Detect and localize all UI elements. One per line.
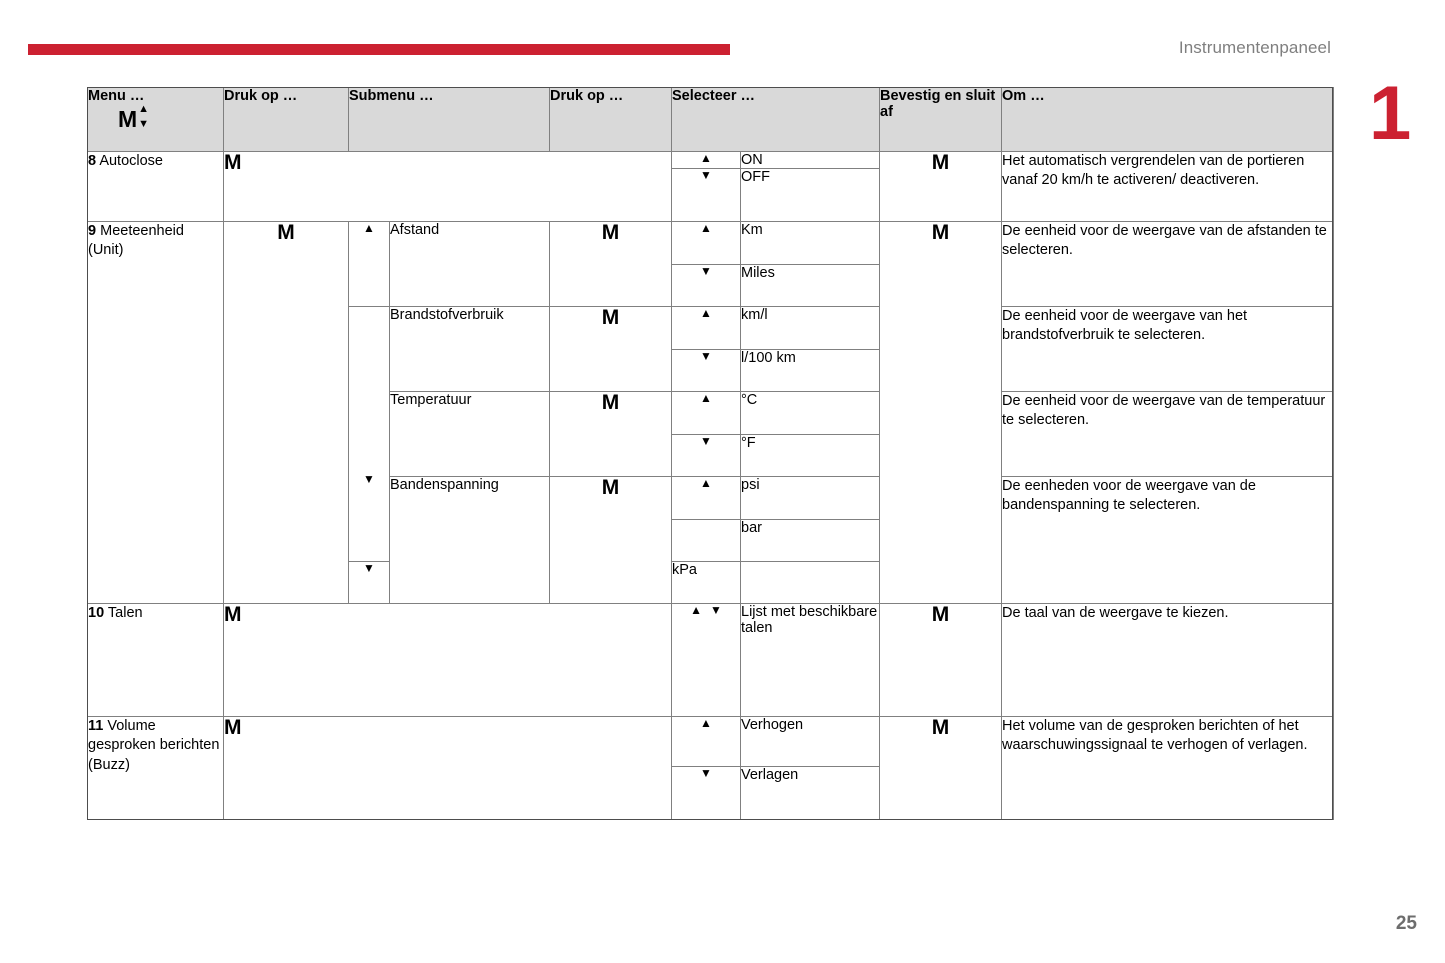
down-arrow-icon: ▼ bbox=[138, 118, 150, 130]
select-arrow-icon-cell bbox=[672, 307, 741, 350]
up-arrow-icon: ▲ bbox=[700, 476, 712, 490]
submenu-label-cell: Temperatuur bbox=[390, 392, 550, 477]
press-key-cell: M bbox=[224, 604, 672, 717]
table-header-row bbox=[88, 88, 1334, 152]
down-arrow-icon: ▼ bbox=[700, 434, 712, 448]
select-arrow-icon-cell bbox=[672, 717, 741, 767]
up-arrow-icon: ▲ bbox=[700, 151, 712, 165]
confirm-key-cell: M bbox=[880, 604, 1002, 717]
column-header-select: Selecteer … bbox=[672, 88, 880, 152]
table-row bbox=[88, 604, 1334, 717]
select-arrow-icon-cell bbox=[672, 265, 741, 307]
submenu-label-cell: Afstand bbox=[390, 222, 550, 307]
purpose-cell: Het automatisch vergrendelen van de portieren vanaf 20 km/h te activeren/ deactiveren. bbox=[1002, 152, 1334, 222]
menu-index: 9 bbox=[88, 223, 97, 239]
select-arrow-icon-cell bbox=[672, 435, 741, 477]
menu-index: 10 bbox=[88, 605, 105, 621]
press-key-cell: M bbox=[550, 477, 672, 604]
press-key-cell: M bbox=[550, 392, 672, 477]
select-value-cell: l/100 km bbox=[741, 350, 880, 392]
select-value-cell: ON bbox=[741, 152, 880, 169]
down-arrow-icon: ▼ bbox=[700, 168, 712, 182]
select-value-cell: psi bbox=[741, 477, 880, 520]
purpose-cell: De eenheden voor de weergave van de bandenspanning te selecteren. bbox=[1002, 477, 1334, 604]
menu-table-wrapper bbox=[87, 87, 1333, 820]
select-arrow-icon-cell bbox=[672, 520, 741, 562]
select-arrow-icon-cell bbox=[349, 562, 390, 604]
select-value-cell: Verhogen bbox=[741, 717, 880, 767]
column-header-submenu: Submenu … bbox=[349, 88, 550, 152]
table-row bbox=[88, 152, 1334, 169]
down-arrow-icon: ▼ bbox=[700, 349, 712, 363]
select-arrow-icon-cell bbox=[672, 477, 741, 520]
select-value-cell: Lijst met beschikbare talen bbox=[741, 604, 880, 717]
up-arrow-icon: ▲ bbox=[690, 603, 702, 617]
select-arrow-icon-cell bbox=[672, 392, 741, 435]
menu-label: Autoclose bbox=[99, 153, 163, 169]
select-value-cell: kPa bbox=[672, 562, 741, 604]
page-header-title: Instrumentenpaneel bbox=[1178, 38, 1331, 57]
menu-name-cell bbox=[88, 717, 224, 820]
accent-bar bbox=[28, 44, 730, 55]
up-arrow-icon: ▲ bbox=[363, 221, 375, 235]
press-key-cell: M bbox=[550, 307, 672, 392]
purpose-cell: De eenheid voor de weergave van de afstanden te selecteren. bbox=[1002, 222, 1334, 307]
select-value-cell: Miles bbox=[741, 265, 880, 307]
column-header-menu bbox=[88, 88, 224, 152]
submenu-arrow-icon-cell bbox=[349, 222, 390, 307]
press-key-cell: M bbox=[224, 152, 672, 222]
menu-name-cell bbox=[88, 604, 224, 717]
submenu-label-cell: Bandenspanning bbox=[390, 477, 550, 604]
select-arrow-icon-cell bbox=[672, 350, 741, 392]
column-header-purpose: Om … bbox=[1002, 88, 1334, 152]
menu-name-cell bbox=[88, 222, 224, 604]
column-header-press-2: Druk op … bbox=[550, 88, 672, 152]
confirm-key-cell: M bbox=[880, 717, 1002, 820]
up-arrow-icon: ▲ bbox=[700, 221, 712, 235]
select-arrow-icon-cell bbox=[672, 222, 741, 265]
up-arrow-icon: ▲ bbox=[700, 391, 712, 405]
chapter-number: 1 bbox=[1369, 71, 1412, 156]
up-arrow-icon: ▲ bbox=[138, 103, 150, 115]
column-header-press-1: Druk op … bbox=[224, 88, 349, 152]
menu-index: 8 bbox=[88, 153, 97, 169]
table-row bbox=[88, 717, 1334, 767]
purpose-cell: De eenheid voor de weergave van de temperatuur te selecteren. bbox=[1002, 392, 1334, 477]
down-arrow-icon: ▼ bbox=[700, 264, 712, 278]
purpose-cell: Het volume van de gesproken berichten of het waarschuwingssignaal te verhogen of verlagen. bbox=[1002, 717, 1334, 820]
menu-index: 11 bbox=[88, 718, 104, 734]
purpose-cell: De eenheid voor de weergave van het brandstofverbruik te selecteren. bbox=[1002, 307, 1334, 392]
down-arrow-icon: ▼ bbox=[363, 561, 375, 575]
select-value-cell: °C bbox=[741, 392, 880, 435]
purpose-cell: De taal van de weergave te kiezen. bbox=[1002, 604, 1334, 717]
menu-key-arrows bbox=[138, 102, 150, 130]
confirm-key-cell: M bbox=[880, 222, 1002, 604]
select-value-cell: km/l bbox=[741, 307, 880, 350]
menu-name-cell bbox=[88, 152, 224, 222]
select-value-cell: Km bbox=[741, 222, 880, 265]
confirm-key-cell: M bbox=[880, 152, 1002, 222]
submenu-label-cell: Brandstofverbruik bbox=[390, 307, 550, 392]
select-arrow-icon-cell bbox=[672, 169, 741, 222]
menu-label: Volume gesproken berichten (Buzz) bbox=[88, 718, 220, 773]
select-value-cell: °F bbox=[741, 435, 880, 477]
page-number: 25 bbox=[1395, 913, 1417, 934]
menu-settings-table bbox=[87, 87, 1334, 820]
select-value-cell: bar bbox=[741, 520, 880, 562]
press-key-cell: M bbox=[224, 717, 672, 820]
select-value-cell: Verlagen bbox=[741, 767, 880, 820]
column-header-confirm: Bevestig en sluit af bbox=[880, 88, 1002, 152]
press-key-cell: M bbox=[550, 222, 672, 307]
select-value-cell: OFF bbox=[741, 169, 880, 222]
press-key-cell: M bbox=[224, 222, 349, 604]
menu-key-letter: M bbox=[118, 106, 138, 132]
down-arrow-icon: ▼ bbox=[710, 603, 722, 617]
column-header-menu-label: Menu … bbox=[88, 88, 145, 104]
menu-label: Meeteenheid (Unit) bbox=[88, 223, 184, 259]
menu-key-glyph bbox=[88, 105, 223, 135]
table-row bbox=[88, 222, 1334, 265]
select-arrow-icon-cell bbox=[672, 152, 741, 169]
down-arrow-icon: ▼ bbox=[700, 766, 712, 780]
menu-label: Talen bbox=[107, 605, 143, 621]
up-arrow-icon: ▲ bbox=[700, 306, 712, 320]
submenu-arrow-icon-cell bbox=[349, 307, 390, 562]
up-arrow-icon: ▲ bbox=[700, 716, 712, 730]
select-arrow-icon-cell bbox=[672, 767, 741, 820]
select-arrow-icon-cell bbox=[672, 604, 741, 717]
down-arrow-icon: ▼ bbox=[363, 472, 375, 486]
